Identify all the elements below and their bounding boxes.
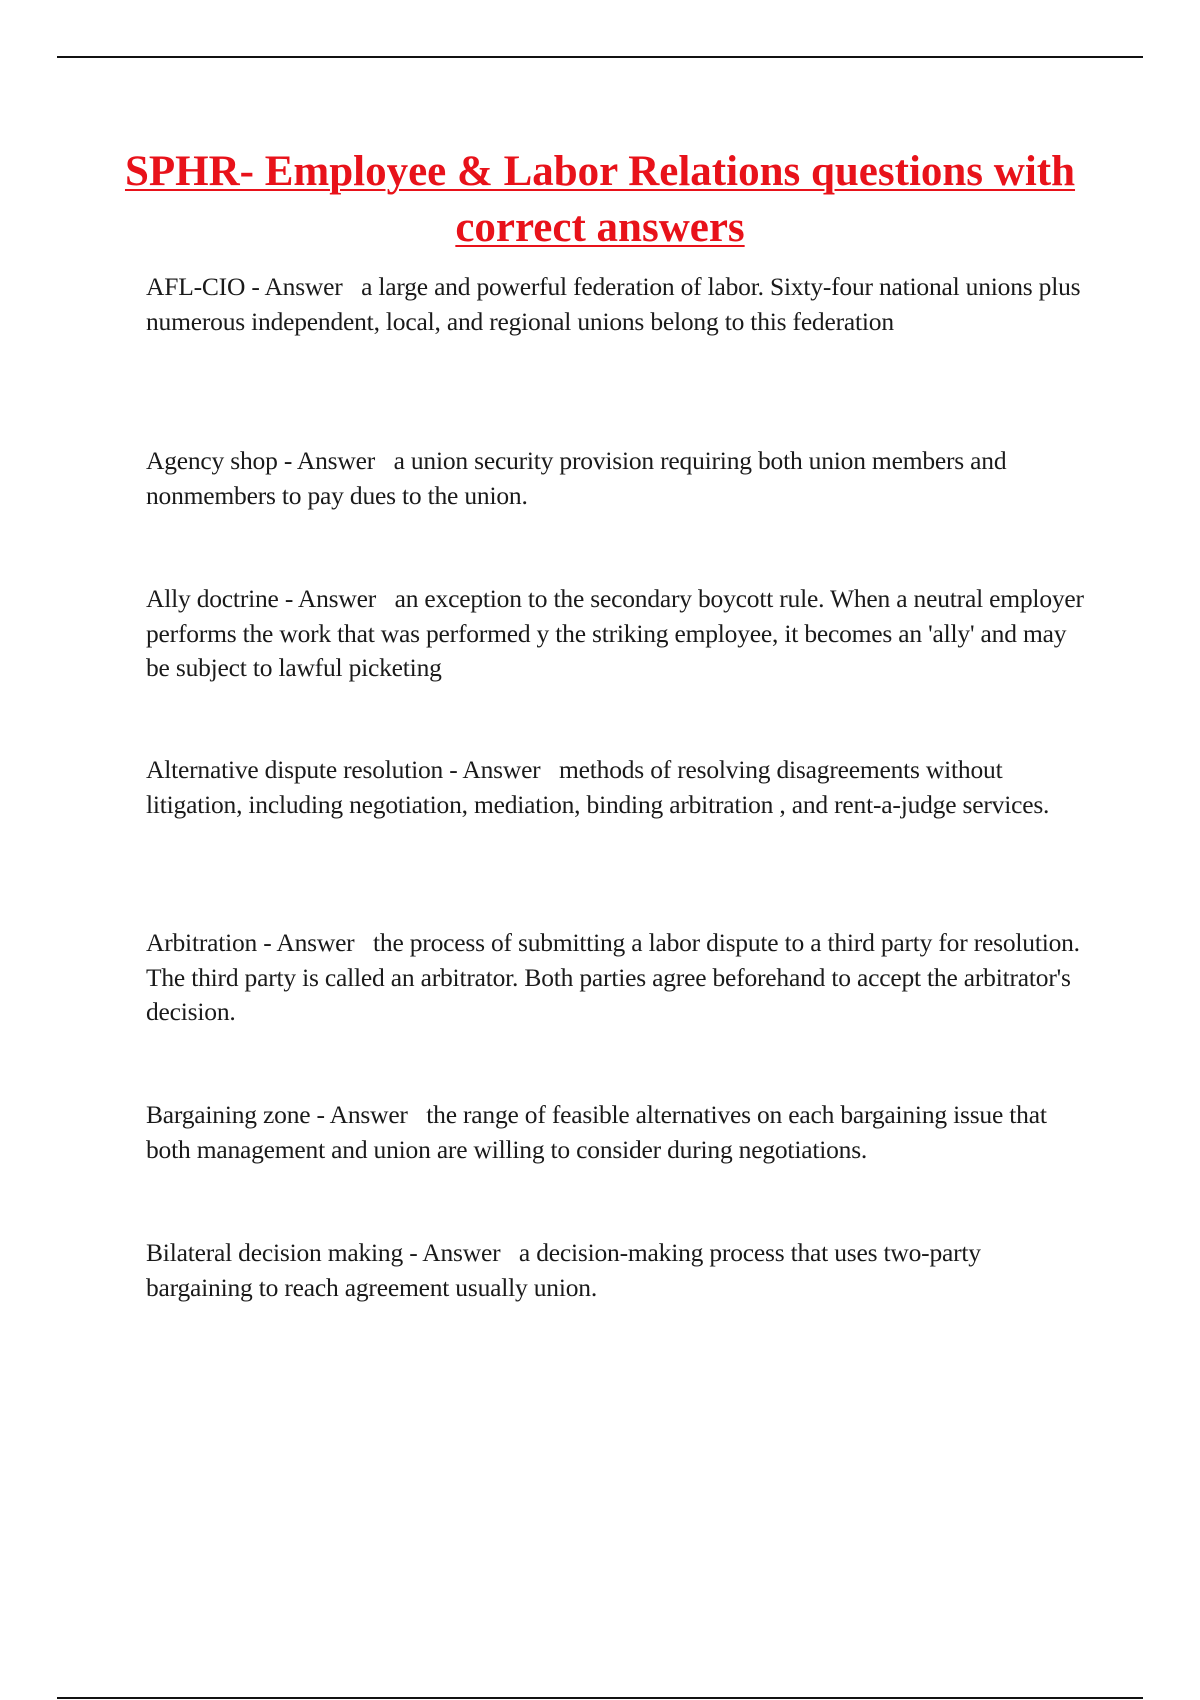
qa-definition: the process of submitting a labor dispute to a third party for resolution. The third party is called an arbitrator. Both parties agree beforehand to accept the arbitrator's decision. bbox=[146, 928, 1080, 1026]
qa-answer-label: Answer bbox=[462, 755, 541, 784]
document-title: SPHR- Employee & Labor Relations questions with correct answers bbox=[124, 148, 1076, 251]
qa-separator: - bbox=[403, 1238, 423, 1267]
qa-answer-label: Answer bbox=[297, 584, 377, 613]
qa-item bbox=[146, 582, 1086, 686]
qa-item bbox=[146, 444, 1086, 513]
qa-definition: a union security provision requiring both union members and nonmembers to pay dues to the union. bbox=[146, 446, 1007, 510]
qa-item bbox=[146, 1098, 1086, 1167]
qa-answer-label: Answer bbox=[422, 1238, 501, 1267]
qa-definition: a decision-making process that uses two-party bargaining to reach agreement usually union. bbox=[146, 1238, 981, 1302]
qa-definition: the range of feasible alternatives on each bargaining issue that both management and union are willing to consider during negotiations. bbox=[146, 1100, 1047, 1164]
qa-item bbox=[146, 753, 1086, 822]
qa-term: Alternative dispute resolution bbox=[146, 755, 444, 784]
qa-term: AFL-CIO bbox=[146, 272, 246, 301]
qa-definition: methods of resolving disagreements without litigation, including negotiation, mediation, binding arbitration , and rent-a-judge services. bbox=[146, 755, 1050, 819]
qa-separator: - bbox=[257, 928, 277, 957]
qa-separator: - bbox=[245, 272, 265, 301]
qa-separator: - bbox=[278, 584, 298, 613]
qa-answer-label: Answer bbox=[329, 1100, 408, 1129]
qa-term: Bilateral decision making bbox=[146, 1238, 404, 1267]
qa-item bbox=[146, 1236, 1086, 1305]
qa-term: Arbitration bbox=[146, 928, 258, 957]
qa-separator: - bbox=[443, 755, 463, 784]
qa-term: Ally doctrine bbox=[146, 584, 279, 613]
qa-separator: - bbox=[277, 446, 297, 475]
qa-term: Bargaining zone bbox=[146, 1100, 311, 1129]
qa-item bbox=[146, 270, 1086, 339]
qa-definition: a large and powerful federation of labor. Sixty-four national unions plus numerous independent, local, and regional unions belong to this federation bbox=[146, 272, 1081, 336]
qa-answer-label: Answer bbox=[296, 446, 376, 475]
bottom-rule bbox=[57, 1697, 1143, 1699]
qa-item bbox=[146, 926, 1086, 1030]
qa-separator: - bbox=[310, 1100, 330, 1129]
qa-answer-label: Answer bbox=[276, 928, 355, 957]
qa-answer-label: Answer bbox=[264, 272, 343, 301]
qa-term: Agency shop bbox=[146, 446, 278, 475]
qa-definition: an exception to the secondary boycott rule. When a neutral employer performs the work that was performed y the striking employee, it becomes an 'ally' and may be subject to lawful picketing bbox=[146, 584, 1084, 682]
